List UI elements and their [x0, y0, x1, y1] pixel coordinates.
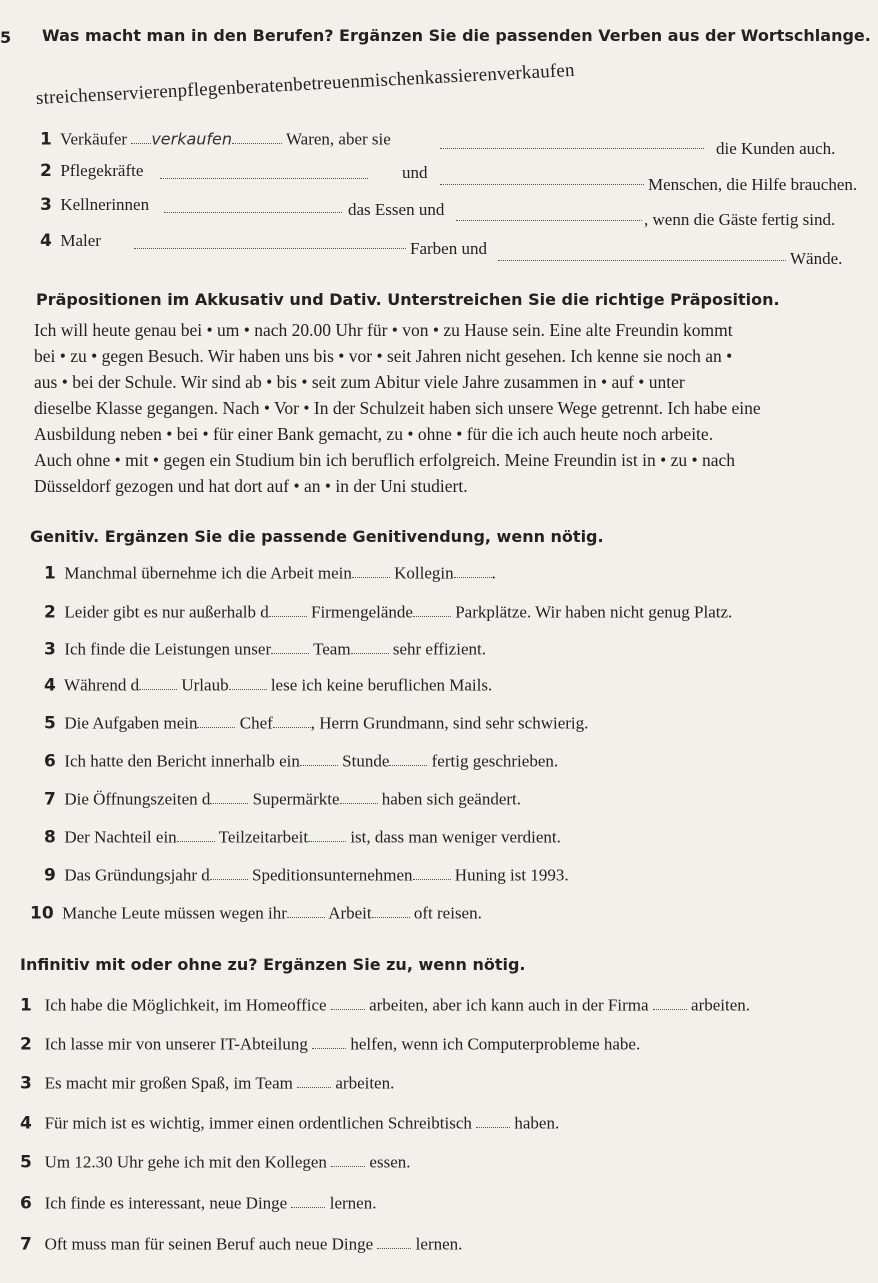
task7-item: 9 Das Gründungsjahr d Speditionsunternehmen Huning ist 1993. — [44, 865, 569, 886]
blank[interactable] — [300, 750, 338, 766]
blank[interactable] — [229, 674, 267, 690]
task5-item-2: 2 Pflegekräfte — [40, 161, 144, 181]
blank[interactable] — [271, 638, 309, 654]
blank[interactable] — [139, 674, 177, 690]
blank[interactable] — [476, 1112, 510, 1128]
task6-heading: Präpositionen im Akkusativ und Dativ. Unterstreichen Sie die richtige Präposition. — [36, 290, 780, 309]
blank[interactable] — [377, 1233, 411, 1249]
task8-item: 1 Ich habe die Möglichkeit, im Homeoffice arbeiten, aber ich kann auch in der Firma arbeiten. — [20, 995, 751, 1016]
blank[interactable] — [291, 1192, 325, 1208]
task7-item: 4 Während d Urlaub lese ich keine beruflichen Mails. — [44, 675, 493, 696]
text-line: Düsseldorf gezogen und hat dort auf • an • in der Uni studiert. — [34, 476, 468, 496]
text-line: bei • zu • gegen Besuch. Wir haben uns bis • vor • seit Jahren nicht gesehen. Ich kenne sie noch an • — [34, 346, 733, 366]
blank[interactable] — [134, 248, 406, 249]
task7-item: 2 Leider gibt es nur außerhalb d Firmengelände Parkplätze. Wir haben nicht genug Platz. — [44, 602, 733, 623]
task5-item-4-mid: Farben und — [410, 239, 487, 258]
task5-item-3-mid: das Essen und — [348, 200, 445, 219]
task7-item: 6 Ich hatte den Bericht innerhalb ein Stunde fertig geschrieben. — [44, 751, 559, 772]
task7-item: 8 Der Nachteil ein Teilzeitarbeit ist, dass man weniger verdient. — [44, 827, 561, 848]
task-number: 5 — [0, 28, 12, 47]
blank[interactable] — [197, 712, 235, 728]
blank[interactable] — [440, 184, 644, 185]
task5-item-3-end: , wenn die Gäste fertig sind. — [644, 210, 836, 229]
task7-heading: Genitiv. Ergänzen Sie die passende Genitivendung, wenn nötig. — [30, 527, 604, 546]
task8-item: 7 Oft muss man für seinen Beruf auch neue Dinge lernen. — [20, 1234, 463, 1255]
blank[interactable] — [297, 1072, 331, 1088]
blank[interactable] — [413, 601, 451, 617]
text-line: dieselbe Klasse gegangen. Nach • Vor • In der Schulzeit haben sich unsere Wege getrennt. Ich habe eine — [34, 398, 761, 418]
blank[interactable] — [312, 1033, 346, 1049]
blank[interactable] — [210, 864, 248, 880]
blank[interactable] — [160, 178, 368, 179]
task7-item: 7 Die Öffnungszeiten d Supermärkte haben sich geändert. — [44, 789, 521, 810]
task5-item-1-end: die Kunden auch. — [716, 139, 836, 158]
task7-item: 3 Ich finde die Leistungen unser Team sehr effizient. — [44, 639, 486, 660]
blank[interactable] — [340, 788, 378, 804]
task5-item-3: 3 Kellnerinnen — [40, 195, 150, 215]
task7-item: 10 Manche Leute müssen wegen ihr Arbeit oft reisen. — [30, 903, 482, 924]
text-line: Ausbildung neben • bei • für einer Bank gemacht, zu • ohne • für die ich auch heute noch arbeite. — [34, 424, 714, 444]
task8-item: 3 Es macht mir großen Spaß, im Team arbeiten. — [20, 1073, 395, 1094]
task8-item: 6 Ich finde es interessant, neue Dinge lernen. — [20, 1193, 377, 1214]
text-line: aus • bei der Schule. Wir sind ab • bis • seit zum Abitur viele Jahre zusammen in • auf • unter — [34, 372, 685, 392]
blank[interactable] — [331, 994, 365, 1010]
blank[interactable] — [372, 902, 410, 918]
blank[interactable] — [413, 864, 451, 880]
task5-heading: Was macht man in den Berufen? Ergänzen Sie die passenden Verben aus der Wortschlange. — [42, 26, 871, 45]
blank[interactable] — [308, 826, 346, 842]
blank[interactable] — [331, 1151, 365, 1167]
task5-item-4-end: Wände. — [790, 249, 843, 268]
task7-item: 5 Die Aufgaben mein Chef , Herrn Grundmann, sind sehr schwierig. — [44, 713, 589, 734]
task5-item-2-end: Menschen, die Hilfe brauchen. — [648, 175, 858, 194]
task5-item-4: 4 Maler — [40, 231, 101, 251]
blank[interactable] — [389, 750, 427, 766]
task8-item: 2 Ich lasse mir von unserer IT-Abteilung helfen, wenn ich Computerprobleme habe. — [20, 1034, 641, 1055]
blank[interactable] — [232, 128, 282, 144]
blank[interactable] — [351, 638, 389, 654]
handwritten-answer: verkaufen — [151, 129, 233, 149]
blank[interactable] — [287, 902, 325, 918]
blank[interactable] — [653, 994, 687, 1010]
blank[interactable] — [273, 712, 311, 728]
task7-item: 1 Manchmal übernehme ich die Arbeit mein Kollegin . — [44, 563, 496, 584]
blank[interactable] — [440, 148, 704, 149]
blank[interactable] — [210, 788, 248, 804]
task8-heading: Infinitiv mit oder ohne zu? Ergänzen Sie zu, wenn nötig. — [20, 955, 526, 974]
blank[interactable] — [131, 128, 151, 144]
word-snake: streichenservierenpflegenberatenbetreuenmischenkassierenverkaufen — [35, 59, 576, 109]
blank[interactable] — [269, 601, 307, 617]
task8-item: 4 Für mich ist es wichtig, immer einen ordentlichen Schreibtisch haben. — [20, 1113, 560, 1134]
blank[interactable] — [352, 562, 390, 578]
text-line: Ich will heute genau bei • um • nach 20.00 Uhr für • von • zu Hause sein. Eine alte Freundin kommt — [34, 320, 733, 340]
blank[interactable] — [498, 260, 786, 261]
task8-item: 5 Um 12.30 Uhr gehe ich mit den Kollegen essen. — [20, 1152, 411, 1173]
task5-item-1: 1 Verkäufer verkaufen Waren, aber sie — [40, 129, 391, 150]
blank[interactable] — [456, 220, 642, 221]
task5-item-2-mid: und — [402, 163, 428, 182]
blank[interactable] — [454, 562, 492, 578]
blank[interactable] — [164, 212, 342, 213]
text-line: Auch ohne • mit • gegen ein Studium bin ich beruflich erfolgreich. Meine Freundin ist in • zu • nach — [34, 450, 736, 470]
blank[interactable] — [177, 826, 215, 842]
